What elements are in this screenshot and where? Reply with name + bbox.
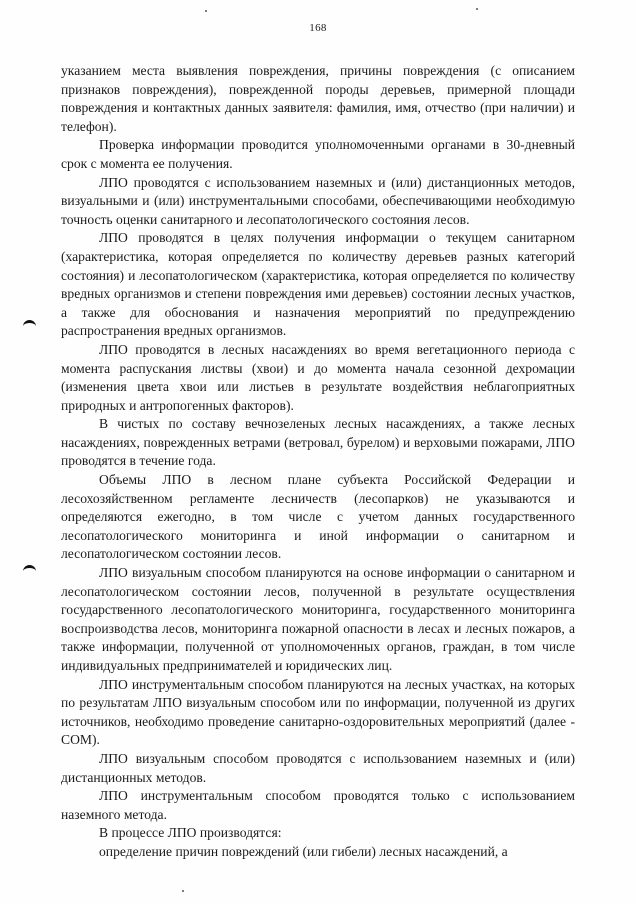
paragraph: определение причин повреждений (или гибели) лесных насаждений, а — [99, 843, 508, 859]
scan-speck — [476, 8, 478, 10]
paragraph: В чистых по составу вечнозеленых лесных насаждениях, а также лесных насаждениях, поврежденных ветрами (ветровал, бурелом) и верховыми пожарами, ЛПО проводятся в течение года. — [61, 416, 575, 469]
paragraph: Проверка информации проводится уполномоченными органами в 30-дневный срок с момента ее получения. — [61, 137, 575, 171]
paragraph: ЛПО проводятся в целях получения информации о текущем санитарном (характеристика, которая определяется по количеству деревьев разных категорий состояния) и лесопатологическом (характеристика, которая определяется по количеству вредных организмов и степени повреждения ими деревьев) состоянии лесных участков, а также для обоснования и назначения мероприятий по предупреждению распространения вредных организмов. — [61, 230, 575, 339]
paragraph: указанием места выявления повреждения, причины повреждения (с описанием признаков повреждения), поврежденной породы деревьев, примерной площади повреждения и контактных данных заявителя: фамилия, имя, отчество (при наличии) и телефон). — [61, 63, 575, 134]
paragraph: В процессе ЛПО производятся: — [99, 825, 282, 841]
paragraph: ЛПО проводятся с использованием наземных и (или) дистанционных методов, визуальными и (или) инструментальными способами, обеспечивающими необходимую точность оценки санитарного и лесопатологического состояния лесов. — [61, 174, 575, 227]
hole-punch-mark — [23, 565, 36, 575]
document-body — [61, 62, 575, 862]
scan-speck — [182, 890, 184, 892]
paragraph: ЛПО инструментальным способом планируются на лесных участках, на которых по результатам ЛПО визуальным способом или по информации, полученной из других источников, необходимо проведение санитарно-оздоровительных мероприятий (далее - СОМ). — [61, 676, 575, 748]
paragraph: Объемы ЛПО в лесном плане субъекта Российской Федерации и лесохозяйственном регламенте лесничеств (лесопарков) не указываются и определяются ежегодно, в том числе с учетом данных государственного лесопатологического мониторинга и иной информации о санитарном и лесопатологическом состоянии лесов. — [61, 472, 575, 562]
scan-speck — [205, 10, 207, 12]
paragraph: ЛПО проводятся в лесных насаждениях во время вегетационного периода с момента распускания листвы (хвои) и до момента начала сезонной дехромации (изменения цвета хвои или листьев в результате воздействия неблагоприятных природных и антропогенных факторов). — [61, 341, 575, 413]
hole-punch-mark — [23, 320, 36, 330]
paragraph: ЛПО инструментальным способом проводятся только с использованием наземного метода. — [61, 788, 575, 822]
paragraph: ЛПО визуальным способом планируются на основе информации о санитарном и лесопатологическом состоянии лесов, полученной в результате осуществления государственного лесопатологического мониторинга, государственного мониторинга воспроизводства лесов, мониторинга пожарной опасности в лесах и лесных пожаров, а также информации, полученной от уполномоченных органов, граждан, в том числе индивидуальных предпринимателей и юридических лиц. — [61, 565, 575, 673]
page-number: 168 — [309, 22, 327, 34]
paragraph: ЛПО визуальным способом проводятся с использованием наземных и (или) дистанционных методов. — [61, 750, 575, 785]
